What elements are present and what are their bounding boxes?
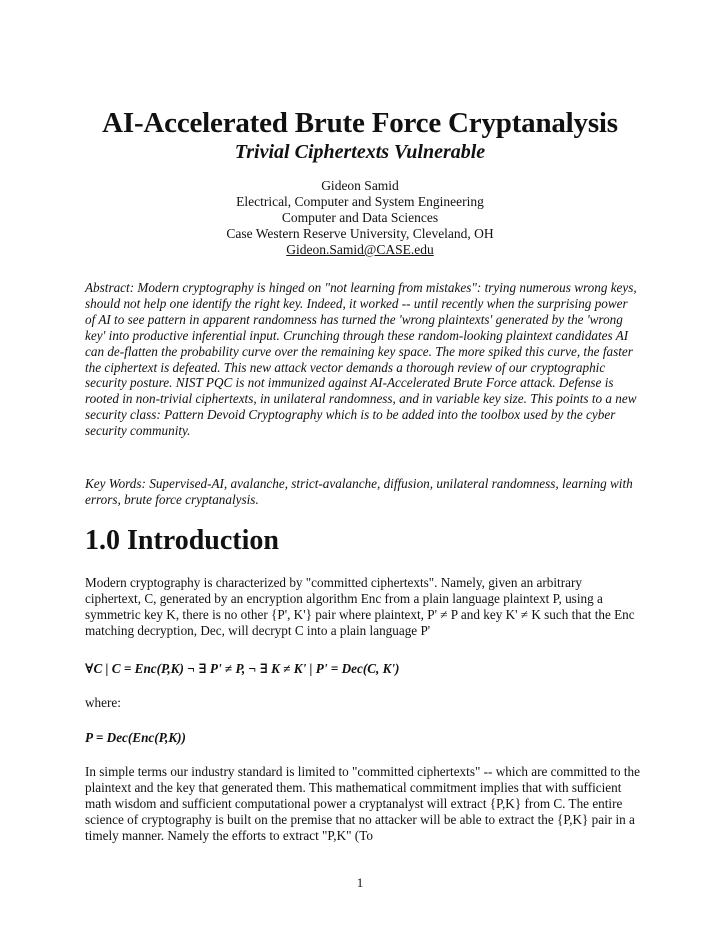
formula: ∀C | C = Enc(P,K) ¬ ∃ P' ≠ P, ¬ ∃ K ≠ K' | P' = Dec(C, K')	[85, 661, 400, 676]
where-label: where:	[85, 695, 121, 710]
author-name: Gideon Samid	[321, 178, 399, 193]
affiliation-line: Electrical, Computer and System Engineering	[236, 194, 484, 209]
page-number: 1	[356, 875, 364, 890]
keywords: Key Words: Supervised-AI, avalanche, strict-avalanche, diffusion, unilateral randomness, learning with errors, brute force cryptanalysis.	[85, 476, 633, 507]
paper-title: AI-Accelerated Brute Force Cryptanalysis	[102, 107, 618, 139]
affiliation-line: Case Western Reserve University, Cleveland, OH	[226, 226, 494, 241]
section-heading: 1.0 Introduction	[85, 525, 279, 556]
intro-paragraph: Modern cryptography is characterized by "committed ciphertexts". Namely, given an arbitrary ciphertext, C, generated by an encryption algorithm Enc from a plain language plaintext P, using a symmetric key K, there is no other {P', K'} pair where plaintext, P' ≠ P and key K' ≠ K such that the Enc matching decryption, Dec, will decrypt C into a plain language P'	[85, 575, 635, 638]
author-block	[0, 178, 720, 258]
formula: P = Dec(Enc(P,K))	[85, 730, 186, 745]
abstract: Abstract: Modern cryptography is hinged on "not learning from mistakes": trying numerous wrong keys, should not help one identify the right key. Indeed, it worked -- until recently when the surprising power of AI to see pattern in apparent randomness has turned the 'wrong plaintexts' generated by the 'wrong key' into productive inferential input. Crunching through these random-looking plaintext candidates AI can de-flatten the probability curve over the remaining key space. The more spiked this curve, the faster the ciphertext is defeated. This new attack vector demands a thorough review of our cryptographic security posture. NIST PQC is not immunized against AI-Accelerated Brute Force attack. Defense is rooted in non-trivial ciphertexts, in unilateral randomness, and in variable key size. This points to a new security class: Pattern Devoid Cryptography which is to be added into the toolbox used by the cyber security community.	[85, 280, 637, 439]
body-paragraph: In simple terms our industry standard is limited to "committed ciphertexts" -- which are committed to the plaintext and the key that generated them. This mathematical commitment implies that with sufficient math wisdom and sufficient computational power a cryptanalyst will extract {P,K} from C. The entire science of cryptography is built on the premise that no attacker will be able to extract the {P,K} pair in a timely manner. Namely the efforts to extract "P,K" (To	[85, 764, 640, 843]
paper-subtitle: Trivial Ciphertexts Vulnerable	[234, 141, 486, 163]
affiliation-line: Computer and Data Sciences	[281, 210, 439, 225]
author-email-link[interactable]: Gideon.Samid@CASE.edu	[286, 242, 434, 257]
